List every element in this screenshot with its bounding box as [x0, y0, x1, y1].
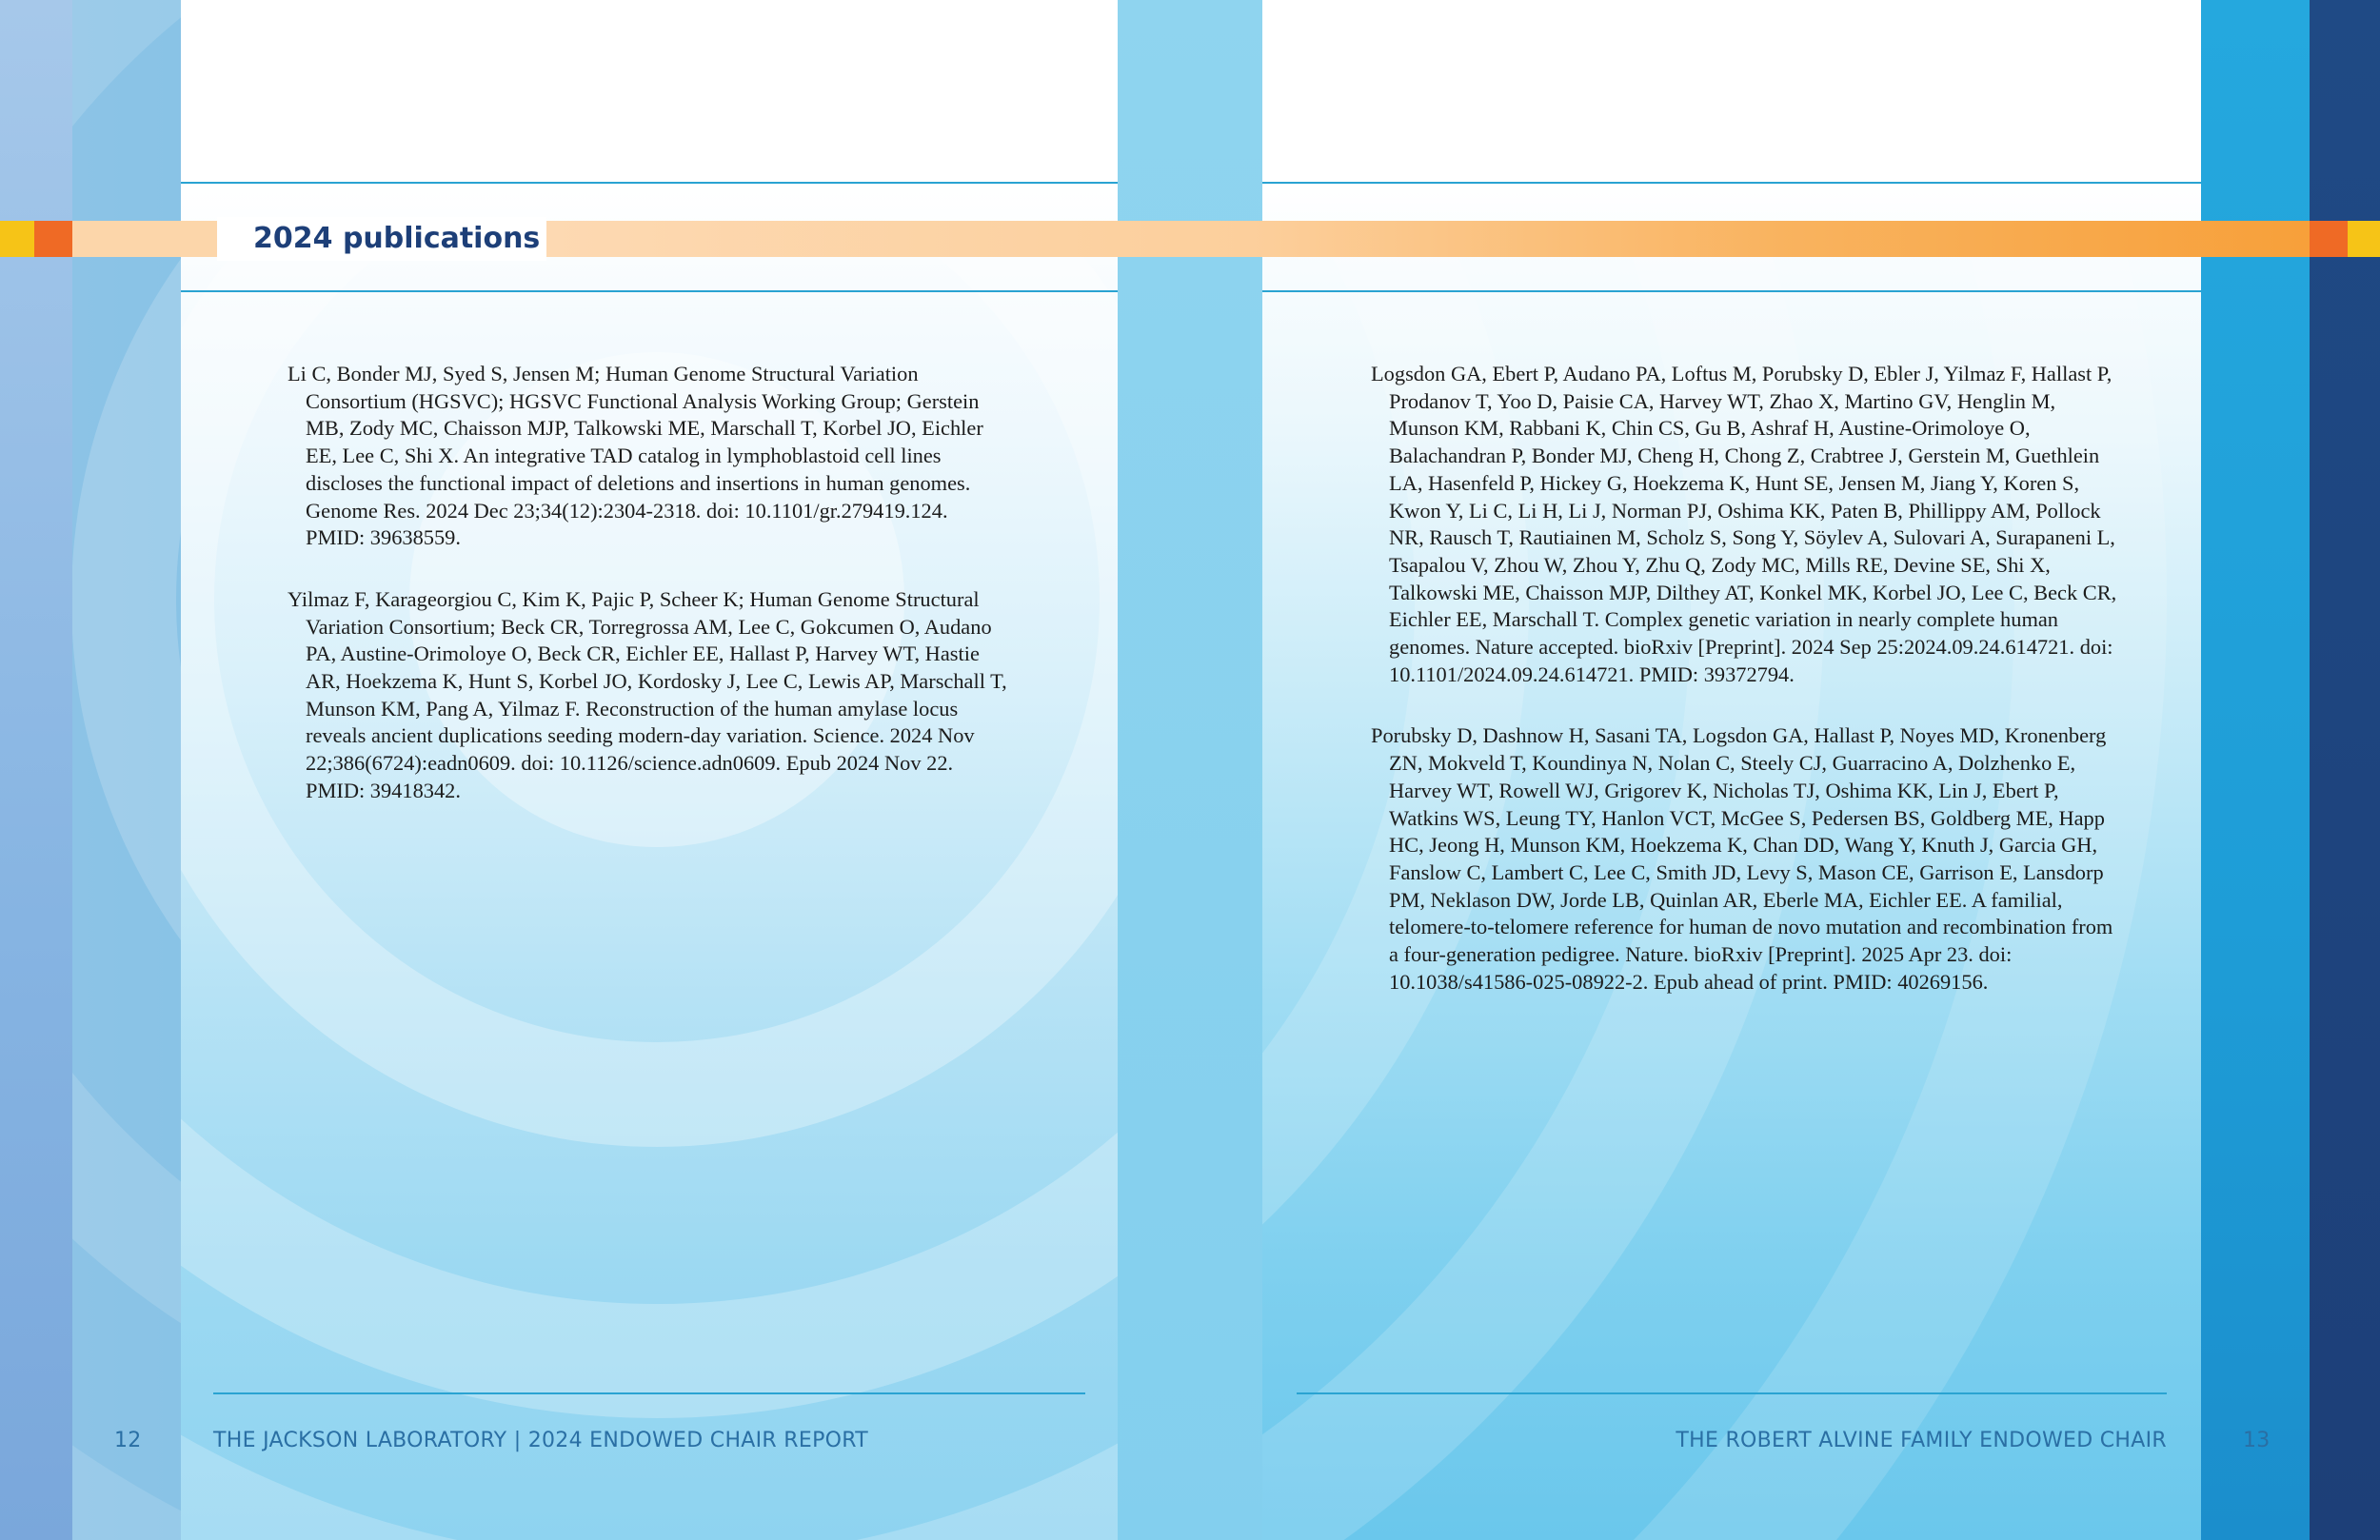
page-number-right: 13	[2243, 1429, 2271, 1452]
reference-item: Yilmaz F, Karageorgiou C, Kim K, Pajic P, Scheer K; Human Genome Structural Variation Consortium; Beck CR, Torregrossa AM, Lee C, Gokcumen O, Audano PA, Austine-Orimoloye O, Beck CR, Eichler EE, Hallast P, Harvey WT, Hastie AR, Hoekzema K, Hunt S, Korbel JO, Kordosky J, Lee C, Lewis AP, Marschall T, Munson KM, Pang A, Yilmaz F. Reconstruction of the human amylase locus reveals ancient duplications seeding modern-day variation. Science. 2024 Nov 22;386(6724):eadn0609. doi: 10.1126/science.adn0609. Epub 2024 Nov 22. PMID: 39418342.	[288, 586, 1007, 802]
reference-item: Li C, Bonder MJ, Syed S, Jensen M; Human Genome Structural Variation Consortium (HGSVC); HGSVC Functional Analysis Working Group; Gerstein MB, Zody MC, Chaisson MJP, Talkowski ME, Marschall T, Korbel JO, Eichler EE, Lee C, Shi X. An integrative TAD catalog in lymphoblastoid cell lines discloses the functional impact of deletions and insertions in human genomes. Genome Res. 2024 Dec 23;34(12):2304-2318. doi: 10.1101/gr.279419.124. PMID: 39638559.	[288, 362, 983, 550]
band-light-left	[72, 221, 217, 257]
footer-rule-left	[213, 1392, 1085, 1394]
band-yellow-left	[0, 221, 34, 257]
top-rule-right	[1262, 182, 2201, 184]
left-reference-list	[288, 361, 1011, 839]
footer-rule-right	[1297, 1392, 2167, 1394]
band-yellow-right	[2348, 221, 2380, 257]
band-gradient	[546, 221, 2310, 257]
reference-item: Porubsky D, Dashnow H, Sasani TA, Logsdon GA, Hallast P, Noyes MD, Kronenberg ZN, Mokveld T, Koundinya N, Nolan C, Steely CJ, Guarracino A, Dolzhenko E, Harvey WT, Rowell WJ, Grigorev K, Nicholas TJ, Oshima KK, Lin J, Ebert P, Watkins WS, Leung TY, Hanlon VCT, McGee S, Pedersen BS, Goldberg ME, Happ HC, Jeong H, Munson KM, Hoekzema K, Chan DD, Wang Y, Knuth J, Garcia GH, Fanslow C, Lambert C, Lee C, Smith JD, Levy S, Mason CE, Garrison E, Lansdorp PM, Neklason DW, Jorde LB, Quinlan AR, Eberle MA, Eichler EE. A familial, telomere-to-telomere reference for human de novo mutation and recombination from a four-generation pedigree. Nature. bioRxiv [Preprint]. 2025 Apr 23. doi: 10.1038/s41586-025-08922-2. Epub ahead of print. PMID: 40269156.	[1371, 723, 2113, 994]
right-reference-list	[1371, 361, 2123, 1030]
band-red-left	[34, 221, 72, 257]
page-title: 2024 publications	[253, 222, 541, 255]
band-red-right	[2310, 221, 2348, 257]
band-underline-left	[181, 290, 1118, 292]
top-rule-left	[181, 182, 1118, 184]
reference-item: Logsdon GA, Ebert P, Audano PA, Loftus M, Porubsky D, Ebler J, Yilmaz F, Hallast P, Prodanov T, Yoo D, Paisie CA, Harvey WT, Zhao X, Martino GV, Henglin M, Munson KM, Rabbani K, Chin CS, Gu B, Ashraf H, Austine-Orimoloye O, Balachandran P, Bonder MJ, Cheng H, Chong Z, Crabtree J, Gerstein M, Guethlein LA, Hasenfeld P, Hickey G, Hoekzema K, Hunt SE, Jensen M, Jiang Y, Koren S, Kwon Y, Li C, Li H, Li J, Norman PJ, Oshima KK, Paten B, Phillippy AM, Pollock NR, Rausch T, Rautiainen M, Scholz S, Song Y, Söylev A, Sulovari A, Surapaneni L, Tsapalou V, Zhou W, Zhou Y, Zhu Q, Zody MC, Mills RE, Devine SE, Shi X, Talkowski ME, Chaisson MJP, Dilthey AT, Konkel MK, Korbel JO, Lee C, Beck CR, Eichler EE, Marschall T. Complex genetic variation in nearly complete human genomes. Nature accepted. bioRxiv [Preprint]. 2024 Sep 25:2024.09.24.614721. doi: 10.1101/2024.09.24.614721. PMID: 39372794.	[1371, 362, 2117, 686]
band-underline-right	[1262, 290, 2201, 292]
running-title-right: THE ROBERT ALVINE FAMILY ENDOWED CHAIR	[1676, 1429, 2167, 1452]
page-number-left: 12	[114, 1429, 142, 1452]
running-title-left: THE JACKSON LABORATORY | 2024 ENDOWED CHAIR REPORT	[213, 1429, 868, 1452]
